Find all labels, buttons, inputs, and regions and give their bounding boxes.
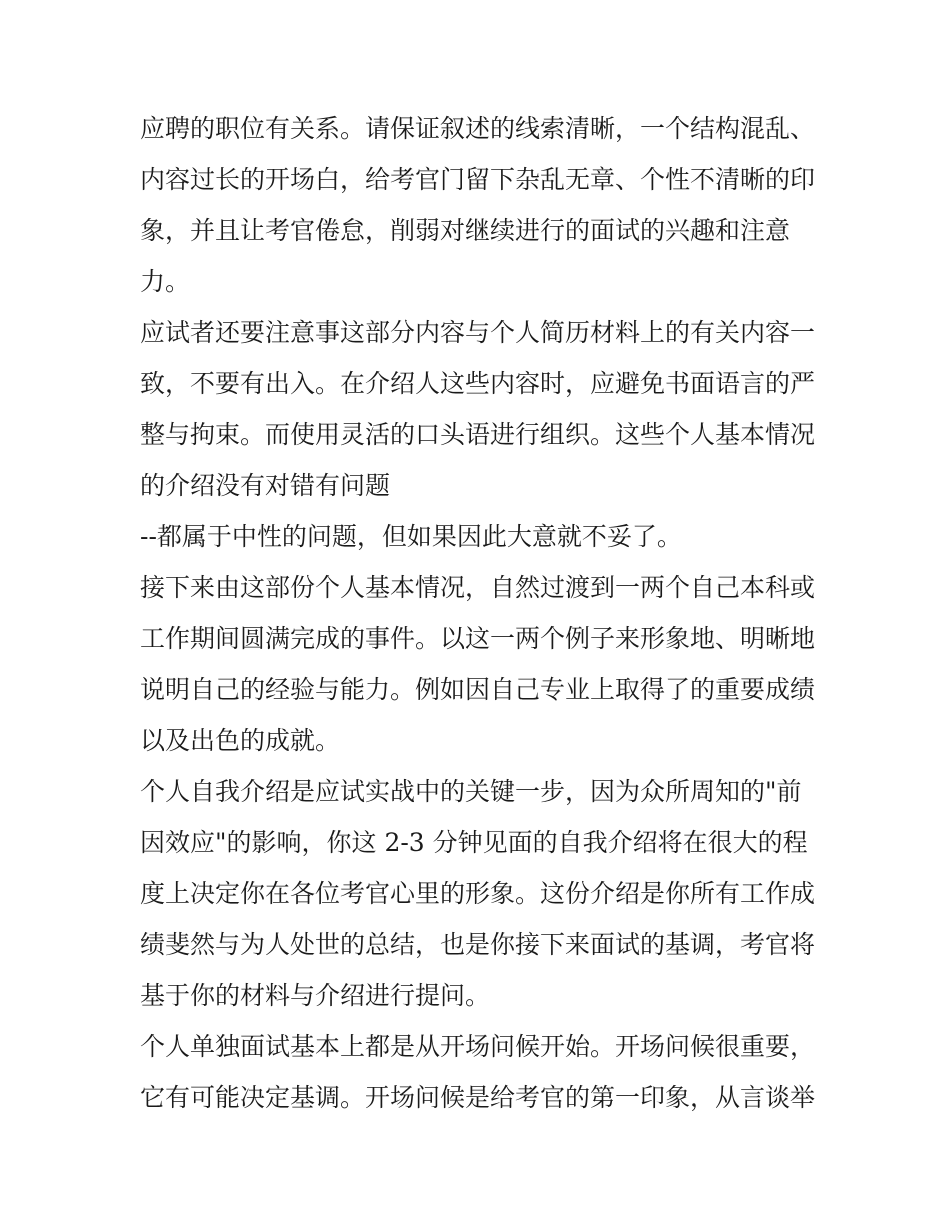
paragraph-2 <box>140 307 820 511</box>
text-line: 以及出色的成就。 <box>140 726 341 755</box>
text-line: 力。 <box>140 267 191 296</box>
document-body <box>140 103 820 1123</box>
text-line: 个人单独面试基本上都是从开场问候开始。开场问候很重要， <box>140 1032 816 1061</box>
text-line: 应试者还要注意事这部分内容与个人简历材料上的有关内容一 <box>140 318 816 347</box>
paragraph-4 <box>140 562 820 766</box>
text-line: 它有可能决定基调。开场问候是给考官的第一印象，从言谈举 <box>140 1083 816 1112</box>
text-line: 接下来由这部份个人基本情况，自然过渡到一两个自己本科或 <box>140 573 816 602</box>
text-line: 整与拘束。而使用灵活的口头语进行组织。这些个人基本情况 <box>140 420 816 449</box>
text-line: --都属于中性的问题，但如果因此大意就不妥了。 <box>140 522 682 551</box>
paragraph-6 <box>140 1021 820 1123</box>
text-line: 基于你的材料与介绍进行提问。 <box>140 981 491 1010</box>
paragraph-5 <box>140 766 820 1021</box>
text-line: 工作期间圆满完成的事件。以这一两个例子来形象地、明晰地 <box>140 624 816 653</box>
text-line: 应聘的职位有关系。请保证叙述的线索清晰，一个结构混乱、 <box>140 114 816 143</box>
paragraph-3 <box>140 511 820 562</box>
text-line: 致，不要有出入。在介绍人这些内容时，应避免书面语言的严 <box>140 369 816 398</box>
text-line: 因效应"的影响，你这 2-3 分钟见面的自我介绍将在很大的程 <box>140 828 808 857</box>
text-line: 的介绍没有对错有问题 <box>140 471 391 500</box>
text-line: 说明自己的经验与能力。例如因自己专业上取得了的重要成绩 <box>140 675 816 704</box>
text-line: 象，并且让考官倦怠，削弱对继续进行的面试的兴趣和注意 <box>140 216 791 245</box>
text-line: 内容过长的开场白，给考官门留下杂乱无章、个性不清晰的印 <box>140 165 816 194</box>
paragraph-1 <box>140 103 820 307</box>
text-line: 绩斐然与为人处世的总结，也是你接下来面试的基调，考官将 <box>140 930 816 959</box>
text-line: 度上决定你在各位考官心里的形象。这份介绍是你所有工作成 <box>140 879 816 908</box>
text-line: 个人自我介绍是应试实战中的关键一步，因为众所周知的"前 <box>140 777 802 806</box>
